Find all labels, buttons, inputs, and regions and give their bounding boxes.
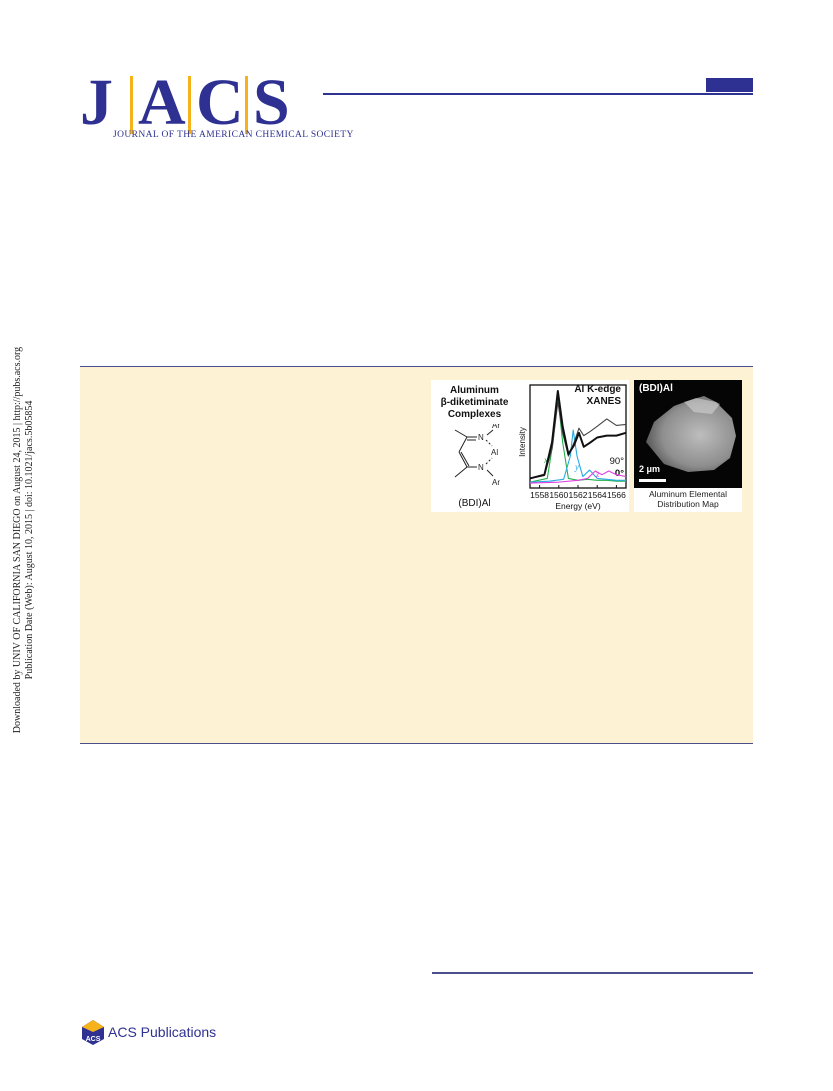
download-note-line-2: Publication Date (Web): August 10, 2015 | doi: 10.1021/jacs.5b05854 [24, 400, 35, 680]
xanes-title [574, 384, 621, 408]
download-note-line-1: Downloaded by UNIV OF CALIFORNIA SAN DIEGO on August 24, 2015 | http://pubs.acs.org [12, 346, 23, 734]
elemental-map-panel [634, 380, 742, 512]
aluminum-atom-label: Al [491, 448, 499, 457]
xanes-title-line: Al K-edge [574, 384, 621, 395]
x-tick-label: 1560 [549, 490, 569, 500]
structure-title [431, 385, 518, 421]
xanes-panel [518, 380, 629, 512]
component-label-y: y [575, 462, 579, 472]
structure-panel [431, 380, 518, 512]
journal-name: JOURNAL OF THE AMERICAN CHEMICAL SOCIETY [113, 130, 354, 140]
map-caption-line: Distribution Map [657, 499, 719, 509]
logo-divider [130, 76, 133, 134]
aryl-group-label: Ar [492, 478, 500, 487]
download-note [12, 320, 36, 760]
structure-label: (BDI)Al [458, 498, 491, 509]
component-label-x: x [544, 455, 548, 465]
jacs-logo [80, 66, 354, 146]
acs-hexagon-icon [80, 1018, 106, 1046]
logo-divider [188, 76, 191, 134]
component-label-z: z [596, 469, 600, 479]
scale-text: 2 μm [639, 464, 661, 474]
footnote-rule [432, 972, 753, 974]
structure-title-line: Aluminum [450, 385, 499, 396]
structure-title-line: Complexes [447, 409, 502, 420]
x-tick-label: 1566 [606, 490, 626, 500]
map-caption [634, 489, 742, 509]
header-rule [323, 93, 753, 95]
logo-letter-c: C [196, 66, 244, 139]
angle-label-0: 0° [614, 468, 624, 479]
x-tick-label: 1564 [587, 490, 607, 500]
svg-text:ACS: ACS [85, 1036, 101, 1043]
scale-bar [639, 479, 666, 482]
nitrogen-atom-label: N [478, 463, 484, 472]
aluminum-distribution-map [634, 380, 742, 488]
bdi-al-structure [439, 424, 509, 494]
toc-graphic [431, 380, 742, 512]
acs-publications-logo [80, 1018, 230, 1048]
logo-letter-j: J [80, 66, 113, 139]
x-axis-label: Energy (eV) [555, 501, 601, 511]
abstract-box [80, 366, 753, 744]
header-block [706, 78, 753, 92]
map-label: (BDI)Al [639, 383, 673, 394]
aryl-group-label: Ar [492, 424, 500, 430]
logo-divider [245, 76, 248, 134]
x-tick-label: 1562 [568, 490, 588, 500]
logo-letter-a: A [138, 66, 186, 139]
angle-label-90: 90° [609, 456, 624, 467]
structure-title-line: β-diketiminate [440, 397, 509, 408]
logo-letter-s: S [253, 66, 290, 139]
map-caption-line: Aluminum Elemental [649, 489, 727, 499]
y-axis-label: Intensity [518, 427, 527, 457]
xanes-title-line: XANES [586, 396, 621, 407]
x-tick-label: 1558 [530, 490, 550, 500]
acs-publications-text: ACS Publications [108, 1024, 217, 1040]
nitrogen-atom-label: N [478, 433, 484, 442]
